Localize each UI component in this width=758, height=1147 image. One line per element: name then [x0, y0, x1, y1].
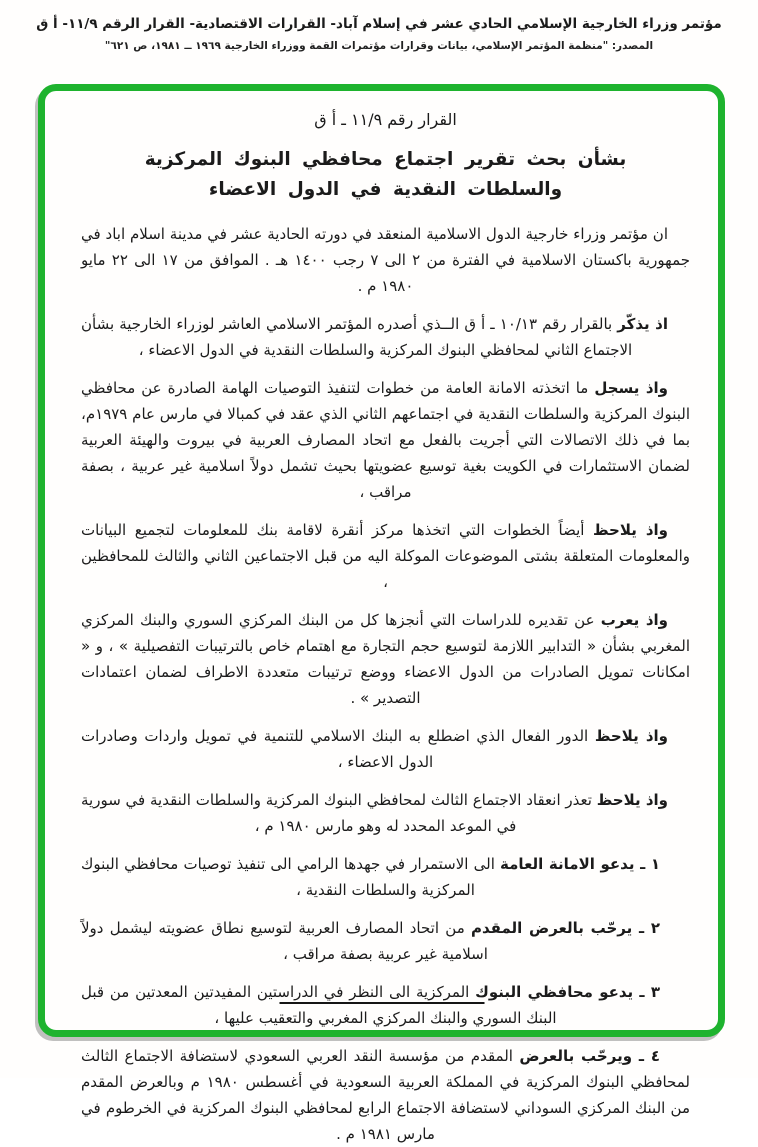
item-lead: ٢ ـ يرحّب بالعرض المقدم: [471, 919, 660, 937]
paragraph-text: بالقرار رقم ١٠/١٣ ـ أ ق الــذي أصدره المؤتمر الاسلامي العاشر لوزراء الخارجية بشأن الاجتماع الثاني لمحافظي البنوك المركزية والسلطات النقدية في الدول الاعضاء ،: [81, 315, 633, 359]
operative-item-1: [81, 851, 690, 903]
item-text: المركزية الى النظر في الدراستين المفيدتين المعدتين من قبل البنك السوري والبنك المركزي المغربي والتعقيب عليها ،: [81, 983, 557, 1027]
header-conference-title: مؤتمر وزراء الخارجية الإسلامي الحادي عشر في إسلام آباد- القرارات الاقتصادية- القرار الرقم ١١/٩- أ ق: [36, 16, 722, 32]
bottom-divider-line: [279, 1002, 484, 1004]
document-frame: [38, 84, 725, 1143]
paragraph-lead: اذ يذكّر: [617, 315, 668, 333]
preamble-paragraph: [81, 787, 690, 839]
paragraph-text: ان مؤتمر وزراء خارجية الدول الاسلامية المنعقد في دورته الحادية عشر في مدينة اسلام اباد في جمهورية باكستان الاسلامية في الفترة من ٢ الى ٧ رجب ١٤٠٠ هـ . الموافق من ١٧ الى ٢٢ مايو ١٩٨٠ م .: [81, 225, 691, 295]
paragraph-lead: واذ يعرب: [600, 611, 669, 629]
item-text: من اتحاد المصارف العربية لتوسيع نطاق عضويته ليشمل دولاً اسلامية غير عربية بصفة مراقب ،: [81, 919, 488, 963]
paragraph-lead: واذ يلاحظ: [594, 727, 669, 745]
operative-item-2: [81, 915, 690, 967]
item-text: الى الاستمرار في جهدها الرامي الى تنفيذ توصيات محافظي البنوك المركزية والسلطات النقدية ،: [81, 855, 501, 899]
preamble-paragraph: [81, 607, 690, 711]
resolution-subject-line1: بشأن بحث تقرير اجتماع محافظي البنوك المركزية: [144, 149, 627, 170]
paragraph-text: الدور الفعال الذي اضطلع به البنك الاسلامي للتنمية في تمويل واردات وصادرات الدول الاعضاء ،: [81, 727, 595, 771]
preamble-paragraph: [81, 221, 690, 299]
paragraph-lead: واذ يلاحظ: [592, 521, 669, 539]
operative-item-3: [81, 979, 690, 1031]
page-header: [0, 16, 758, 52]
preamble-paragraph: [81, 517, 690, 595]
operative-item-4: [81, 1043, 690, 1147]
item-lead: ٣ ـ يدعو محافظي البنوك: [475, 983, 660, 1001]
resolution-subject-line2: والسلطات النقدية في الدول الاعضاء: [208, 179, 563, 200]
paragraph-text: عن تقديره للدراسات التي أنجزها كل من البنك المركزي السوري والبنك المركزي المغربي بشأن « التدابير اللازمة لتوسيع حجم التجارة مع اهتمام خاص بالترتيبات التفصيلية » ، و « امكانات تمويل الصادرات من الدول الاعضاء ووضع ترتيبات متعددة الاطراف لضمان اعتمادات التصدير » .: [81, 611, 690, 707]
paragraph-text: ما اتخذته الامانة العامة من خطوات لتنفيذ التوصيات الهامة الصادرة عن محافظي البنوك المركزية والسلطات النقدية في اجتماعهم الثاني الذي عقد في كمبالا في مارس عام ١٩٧٩م، بما في ذلك الاتصالات التي أجريت بالفعل مع اتحاد المصارف العربية في بيروت والهيئة العربية لضمان الاستثمارات في الكويت بغية توسيع عضويتها بحيث تشمل دولاً اسلامية غير عربية ، بصفة مراقب ،: [81, 379, 690, 501]
document-content: [45, 91, 718, 1143]
preamble-paragraph: [81, 723, 690, 775]
resolution-number-title: القرار رقم ١١/٩ ـ أ ق: [314, 110, 457, 129]
paragraph-text: أيضاً الخطوات التي اتخذها مركز أنقرة لاقامة بنك للمعلومات لتجميع البيانات والمعلومات المتعلقة بشتى الموضوعات الموكلة اليه من قبل الاجتماعين الثاني والثالث للمحافظين ،: [81, 521, 690, 591]
paragraph-lead: واذ يلاحظ: [596, 791, 669, 809]
item-text: المقدم من مؤسسة النقد العربي السعودي لاستضافة الاجتماع الثالث لمحافظي البنوك المركزية في المملكة العربية السعودية في أغسطس ١٩٨٠ م وبالعرض المقدم من البنك المركزي السوداني لاستضافة الاجتماع الرابع لمحافظي البنوك المركزية في الخرطوم في مارس ١٩٨١ م .: [81, 1047, 690, 1143]
item-lead: ٤ ـ ويرحّب بالعرض: [519, 1047, 660, 1065]
header-source-citation: المصدر: "منظمة المؤتمر الإسلامي، بيانات وقرارات مؤتمرات القمة ووزراء الخارجية ١٩٦٩ ــ ١٩٨١، ص ٦٢١": [104, 40, 654, 52]
paragraph-text: تعذر انعقاد الاجتماع الثالث لمحافظي البنوك المركزية والسلطات النقدية في سورية في الموعد المحدد له وهو مارس ١٩٨٠ م ،: [81, 791, 597, 835]
preamble-paragraph: [81, 375, 690, 505]
preamble-paragraph: [81, 311, 690, 363]
item-lead: ١ ـ يدعو الامانة العامة: [500, 855, 660, 873]
paragraph-lead: واذ يسجل: [594, 379, 669, 397]
